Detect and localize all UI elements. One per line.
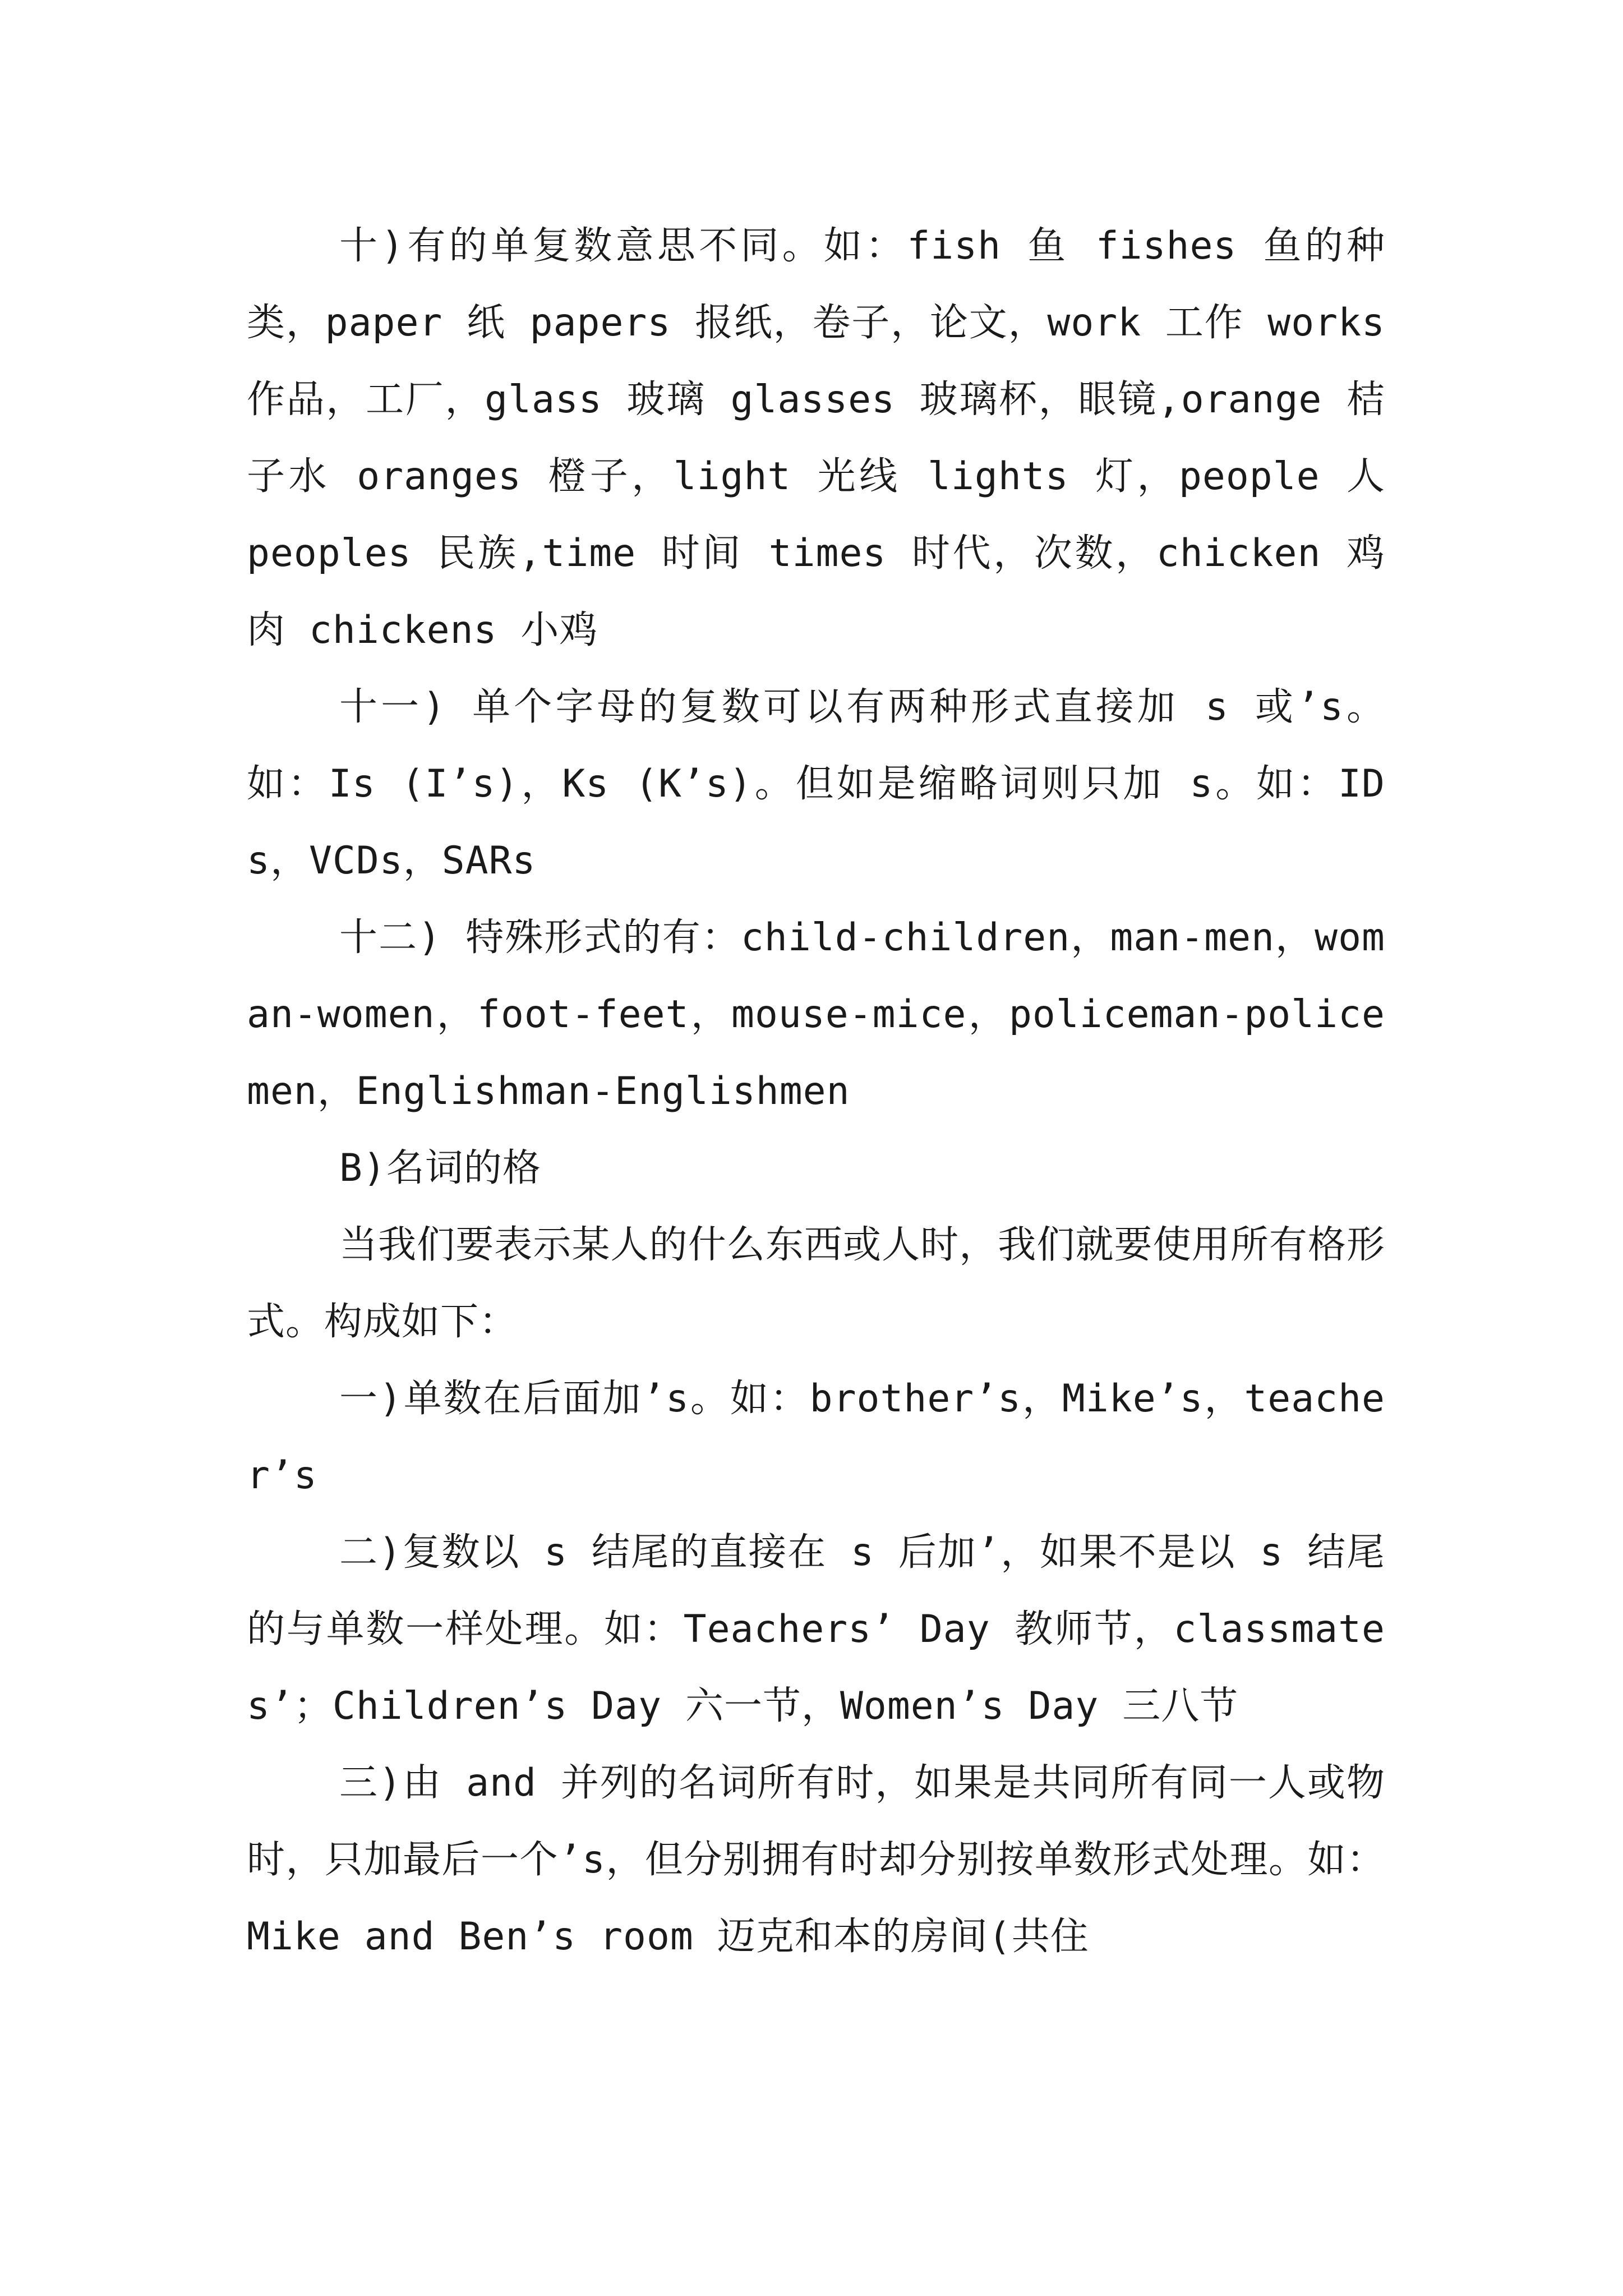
section-heading-noun-case: B)名词的格 [339, 1146, 541, 1190]
paragraph-special-plurals: 十二) 特殊形式的有：child-children，man-men，woman-women，foot-feet，mouse-mice，policeman-policemen，Englishman-Englishmen [247, 915, 1385, 1114]
paragraph-plural-possessive: 二)复数以 s 结尾的直接在 s 后加’，如果不是以 s 结尾的与单数一样处理。如：Teachers’ Day 教师节，classmates’；Children’s Day 六一节，Women’s Day 三八节 [247, 1530, 1385, 1728]
paragraph-singular-plural-meaning: 十)有的单复数意思不同。如：fish 鱼 fishes 鱼的种类，paper 纸 papers 报纸，卷子，论文，work 工作 works 作品，工厂，glass 玻璃 glasses 玻璃杯，眼镜,orange 桔子水 oranges 橙子，light 光线 lights 灯，people 人 peoples 民族,time 时间 times 时代，次数，chicken 鸡肉 chickens 小鸡 [247, 224, 1385, 652]
paragraph-joint-possessive: 三)由 and 并列的名词所有时，如果是共同所有同一人或物时，只加最后一个’s，但分别拥有时却分别按单数形式处理。如：Mike and Ben’s room 迈克和本的房间(共住 [247, 1761, 1385, 1959]
paragraph-possessive-intro: 当我们要表示某人的什么东西或人时，我们就要使用所有格形式。构成如下： [247, 1223, 1385, 1344]
body-text [247, 208, 1385, 1975]
paragraph-singular-possessive: 一)单数在后面加’s。如：brother’s，Mike’s，teacher’s [247, 1377, 1385, 1498]
paragraph-letter-plurals: 十一) 单个字母的复数可以有两种形式直接加 s 或’s。如：Is (I’s)，Ks (K’s)。但如是缩略词则只加 s。如：IDs，VCDs，SARs [247, 685, 1385, 883]
